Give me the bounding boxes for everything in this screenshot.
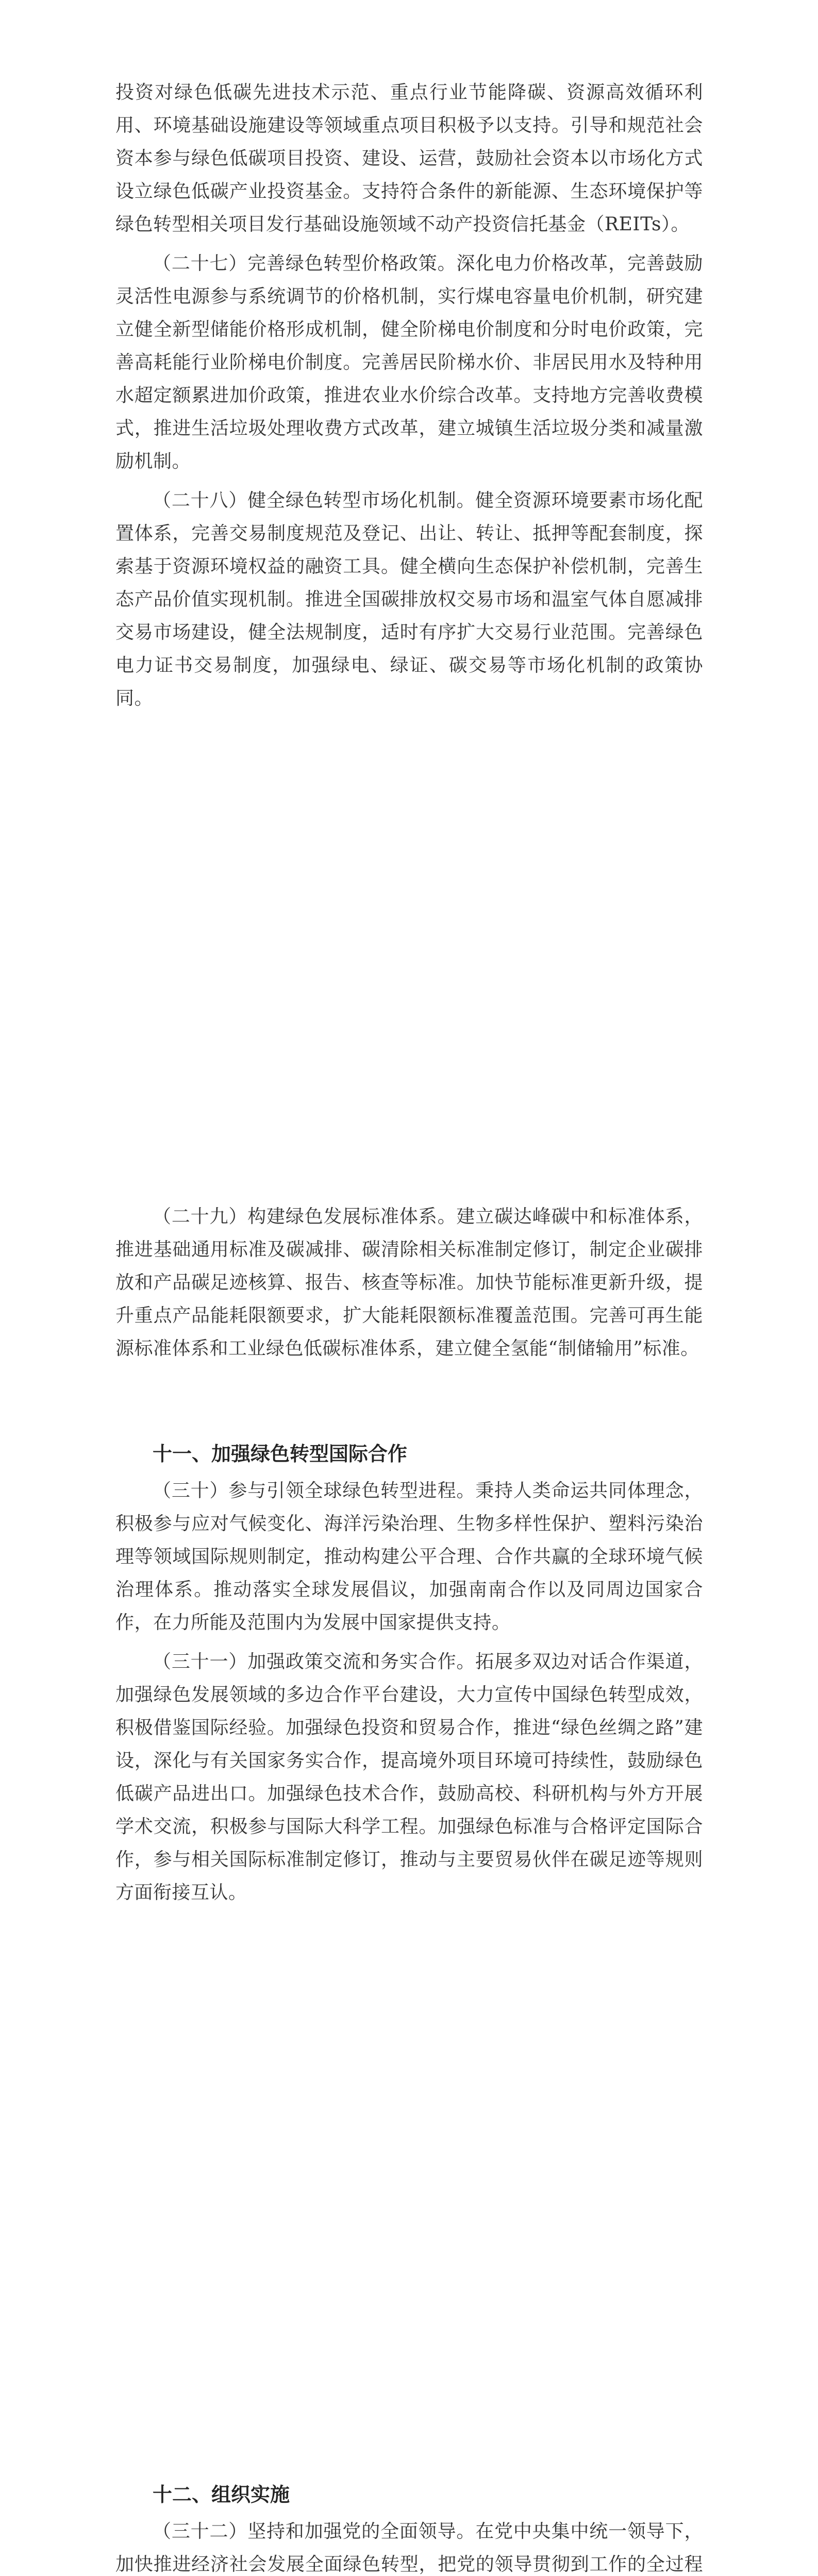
paragraph-27-price-policy: （二十七）完善绿色转型价格政策。深化电力价格改革，完善鼓励灵活性电源参与系统调节的价格机制，实行煤电容量电价机制，研究建立健全新型储能价格形成机制，健全阶梯电价制度和分时电价政策，完善高耗能行业阶梯电价制度。完善居民阶梯水价、非居民用水及特种用水超定额累进加价政策，推进农业水价综合改革。支持地方完善收费模式，推进生活垃圾处理收费方式改革，建立城镇生活垃圾分类和减量激励机制。 (115, 253, 703, 472)
paragraph-28-market-mechanism: （二十八）健全绿色转型市场化机制。健全资源环境要素市场化配置体系，完善交易制度规范及登记、出让、转让、抵押等配套制度，探索基于资源环境权益的融资工具。健全横向生态保护补偿机制，完善生态产品价值实现机制。推进全国碳排放权交易市场和温室气体自愿减排交易市场建设，健全法规制度，适时有序扩大交易行业范围。完善绿色电力证书交易制度，加强绿电、绿证、碳交易等市场化机制的政策协同。 (115, 490, 703, 709)
heading-organization-implementation: 十二、组织实施 (153, 2483, 290, 2506)
section-standards (115, 1200, 703, 1365)
section-organization-implementation (115, 2478, 703, 2576)
paragraph-31-policy-exchange: （三十一）加强政策交流和务实合作。拓展多双边对话合作渠道，加强绿色发展领域的多边合作平台建设，大力宣传中国绿色转型成效，积极借鉴国际经验。加强绿色投资和贸易合作，推进“绿色丝绸之路”建设，深化与有关国家务实合作，提高境外项目环境可持续性，鼓励绿色低碳产品进出口。加强绿色技术合作，鼓励高校、科研机构与外方开展学术交流，积极参与国际大科学工程。加强绿色标准与合格评定国际合作，参与相关国际标准制定修订，推动与主要贸易伙伴在碳足迹等规则方面衔接互认。 (115, 1651, 703, 1903)
paragraph-green-investment-continued: 投资对绿色低碳先进技术示范、重点行业节能降碳、资源高效循环利用、环境基础设施建设等领域重点项目积极予以支持。引导和规范社会资本参与绿色低碳项目投资、建设、运营，鼓励社会资本以市场化方式设立绿色低碳产业投资基金。支持符合条件的新能源、生态环境保护等绿色转型相关项目发行基础设施领域不动产投资信托基金（REITs）。 (115, 82, 703, 235)
section-international-cooperation (115, 1437, 703, 1909)
section-finance-price-market (115, 76, 703, 715)
heading-international-cooperation: 十一、加强绿色转型国际合作 (153, 1443, 408, 1465)
paragraph-29-standards-system: （二十九）构建绿色发展标准体系。建立碳达峰碳中和标准体系，推进基础通用标准及碳减排、碳清除相关标准制定修订，制定企业碳排放和产品碳足迹核算、报告、核查等标准。加快节能标准更新升级，提升重点产品能耗限额要求，扩大能耗限额标准覆盖范围。完善可再生能源标准体系和工业绿色低碳标准体系，建立健全氢能“制储输用”标准。 (115, 1206, 703, 1359)
paragraph-30-global-transition: （三十）参与引领全球绿色转型进程。秉持人类命运共同体理念，积极参与应对气候变化、海洋污染治理、生物多样性保护、塑料污染治理等领域国际规则制定，推动构建公平合理、合作共赢的全球环境气候治理体系。推动落实全球发展倡议，加强南南合作以及同周边国家合作，在力所能及范围内为发展中国家提供支持。 (115, 1480, 703, 1633)
paragraph-32-party-leadership: （三十二）坚持和加强党的全面领导。在党中央集中统一领导下，加快推进经济社会发展全面绿色转型，把党的领导贯彻到工作的全过程 (115, 2521, 703, 2575)
